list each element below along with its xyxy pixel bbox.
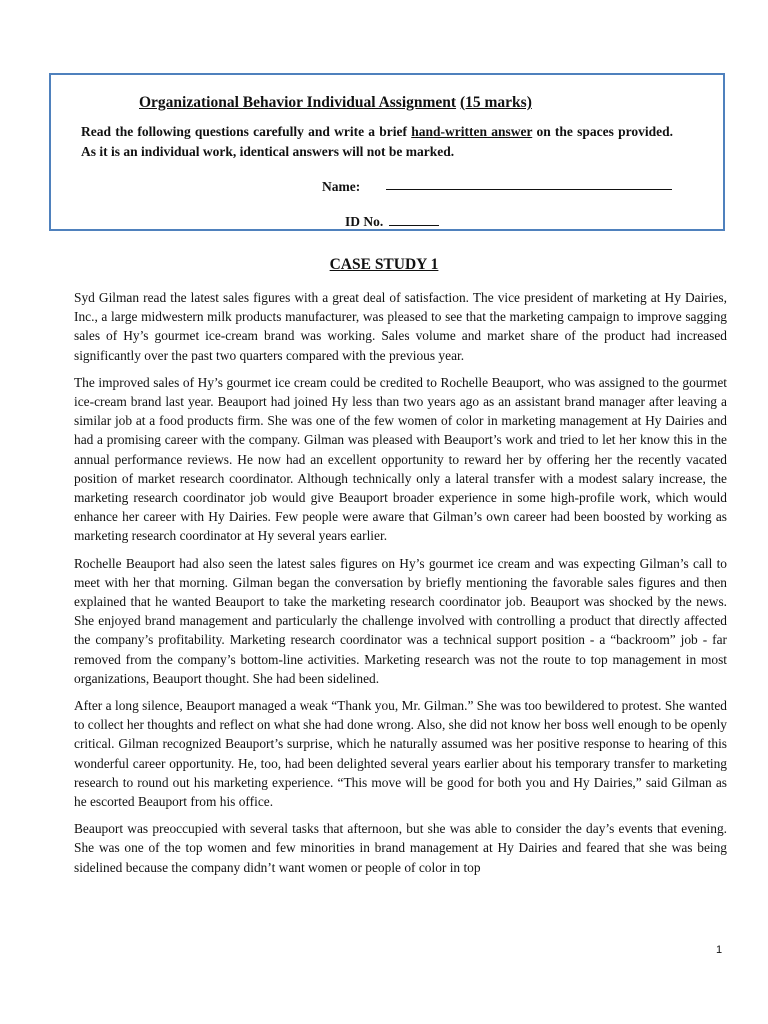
id-label: ID No. — [345, 214, 384, 229]
assignment-title — [139, 94, 532, 112]
assignment-title-main: Organizational Behavior Individual Assignment — [139, 94, 457, 111]
case-paragraph-3: Rochelle Beauport had also seen the latest sales figures on Hy’s gourmet ice cream and was expecting Gilman’s call to meet with her that morning. Gilman began the conversation by briefly mentioning the favorable sales figures and then explained that he wanted Beauport to take the marketing research coordinator job. Beauport was shocked by the news. She enjoyed brand management and particularly the challenge involved with controlling a product that directly affected the company’s profitability. Marketing research coordinator was a technical support position - a “backroom” job - far removed from the company’s bottom-line activities. Marketing research was not the route to top management in most organizations, Beauport thought. She had been sidelined. — [74, 555, 727, 686]
name-answer-line — [386, 189, 672, 190]
instructions-text-pre: Read the following questions carefully and write a brief — [81, 124, 412, 139]
instructions-text-post: on the spaces provided. As it is an individual work, identical answers will not be marked. — [81, 124, 673, 159]
case-paragraph-1: Syd Gilman read the latest sales figures with a great deal of satisfaction. The vice president of marketing at Hy Dairies, Inc., a large midwestern milk products manufacturer, was pleased to see that the marketing campaign to improve sagging sales of Hy’s gourmet ice-cream brand was working. Sales volume and market share of the product had increased significantly over the past two quarters compared with the previous year. — [74, 290, 727, 363]
case-study-body — [74, 288, 727, 885]
case-paragraph-2: The improved sales of Hy’s gourmet ice cream could be credited to Rochelle Beauport, who was assigned to the gourmet ice-cream brand last year. Beauport had joined Hy less than two years ago as an assistant brand manager after leaving a similar job at a food products firm. She was one of the few women of color in marketing management at Hy Dairies and had a promising career with the company. Gilman was pleased with Beauport’s work and tried to let her know this in the annual performance reviews. He now had an excellent opportunity to reward her by offering her the recently vacated position of market research coordinator. Although technically only a lateral transfer with a modest salary increase, the marketing research coordinator job would give Beauport broader experience in some high-profile work, which would enhance her career with Hy Dairies. Few people were aware that Gilman’s own career had been boosted by working as marketing research coordinator at Hy several years earlier. — [74, 374, 727, 544]
name-label: Name: — [322, 179, 361, 194]
id-field — [345, 213, 439, 230]
id-answer-blank — [389, 213, 439, 226]
case-paragraph-5: Beauport was preoccupied with several tasks that afternoon, but she was able to consider the day’s events that evening. She was one of the top women and few minorities in brand management at Hy Dairies and feared that she was being sidelined because the company didn’t want women or people of color in top — [74, 821, 727, 875]
page-number: 1 — [716, 944, 723, 956]
case-paragraph-4: After a long silence, Beauport managed a weak “Thank you, Mr. Gilman.” She was too bewildered to protest. She wanted to collect her thoughts and reflect on what she had done wrong. Also, she did not know her boss well enough to be openly critical. Gilman recognized Beauport’s surprise, which he naturally assumed was her positive response to hearing of this wonderful career opportunity. He, too, had been delighted several years earlier about his temporary transfer to marketing research to round out his marketing experience. “This move will be good for both you and Hy Dairies,” said Gilman as he escorted Beauport from his office. — [74, 698, 727, 810]
case-study-title — [0, 256, 768, 274]
instructions-text-underlined: hand-written answer — [411, 124, 533, 139]
case-study-title-text: CASE STUDY 1 — [329, 256, 439, 273]
assignment-title-marks: (15 marks) — [459, 94, 532, 111]
assignment-instructions — [81, 122, 673, 162]
